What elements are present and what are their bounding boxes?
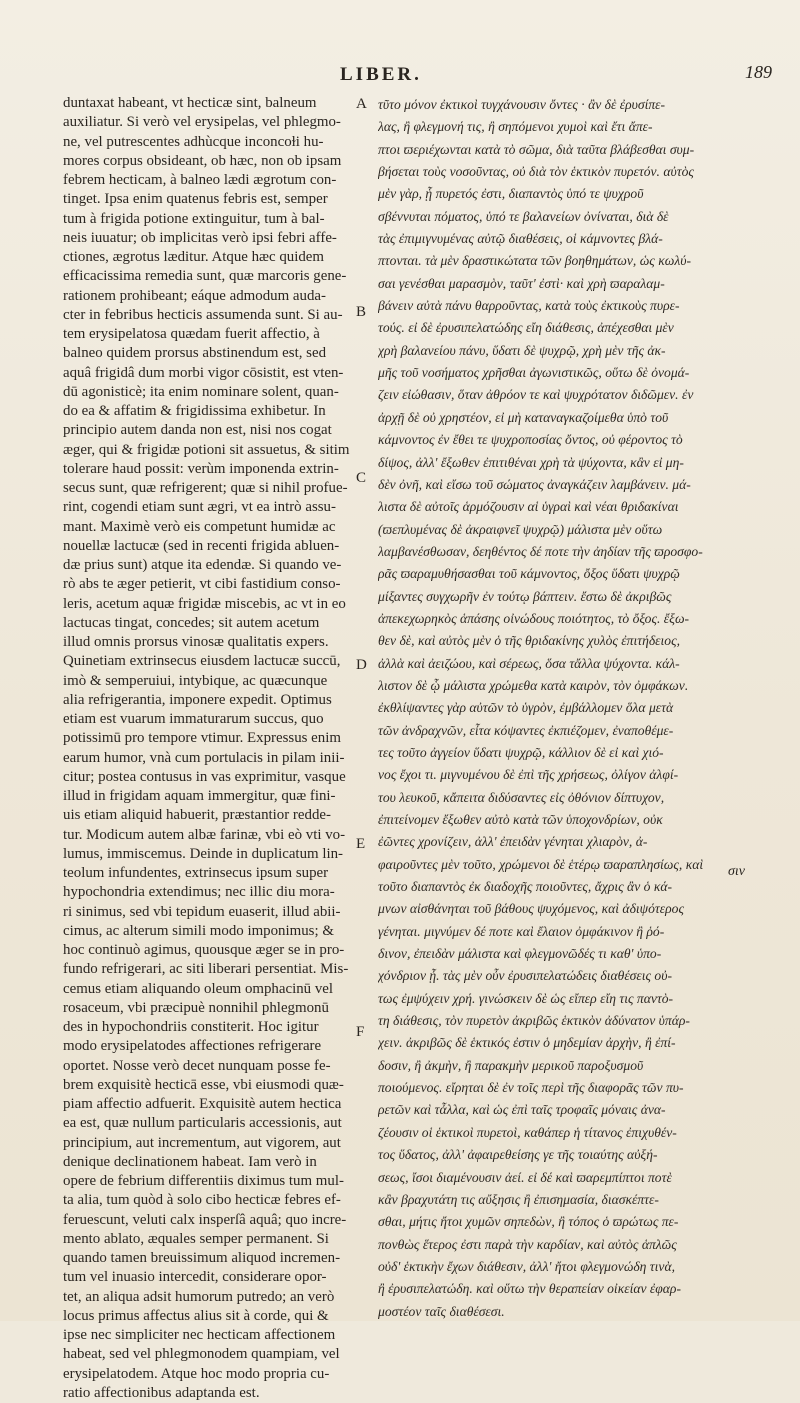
greek-text-line: λιστον δὲ ᾧ μάλιστα χρώμεθα κατὰ καιρὸν, τὸν ὀμφάκων.	[378, 677, 689, 693]
greek-text-line: λας, ἢ φλεγμονή τις, ἢ σηπόμενοι χυμοὶ καὶ ἔτι ἄπε-	[378, 119, 653, 135]
latin-text-line: secus sunt, quæ refrigerent; quæ si nihil profue-	[63, 480, 348, 496]
latin-text-line: rò abs te æger petierit, vt cibi fastidium conso-	[63, 576, 341, 593]
greek-text-line: μοστέον ταῖς διαθέσεσι.	[378, 1303, 505, 1319]
latin-column	[63, 94, 365, 1403]
page-header	[0, 62, 800, 92]
greek-text-line: λαμβανέσθωσαν, δεηθέντος δέ ποτε τὴν ἀηδίαν τῆς ϖροσφο-	[378, 543, 703, 559]
greek-text-line: χόνδριον ᾖ. τὰς μὲν οὖν ἐρυσιπελατώδεις διαθέσεις οὐ-	[378, 968, 672, 984]
latin-text-line: ne, vel putrescentes adhùcque inconcoɫi hu-	[63, 133, 324, 150]
latin-text-line: mores corpus obsideant, ob hæc, non ob ipsam	[63, 152, 342, 169]
greek-text-line: βάνειν αὐτὰ πάνυ θαρροῦντας, κατὰ τοὺς ἐκτικοὺς πυρε-	[378, 298, 680, 314]
margin-letter-e: E	[356, 836, 366, 852]
latin-text-line: earum humor, vnà cum portulacis in pilam inii-	[63, 749, 345, 766]
latin-text-line: alia refrigerantia, imponere expedit. Optimus	[63, 691, 332, 708]
greek-text-line: τος ὕδατος, ἀλλ' ἀφαιρεθείσης γε τῆς τοιαύτης αὐξή-	[378, 1147, 658, 1163]
page-number: 189	[745, 62, 772, 82]
greek-text-line: μῆς τοῦ νοσήματος χρῆσθαι ἀγωνιστικῶς, οὕτω δὲ ὀνομά-	[378, 365, 690, 381]
latin-text-line: dæ prius sunt) atque ita edendæ. Si quando ve-	[63, 557, 342, 573]
latin-text-line: principium, aut incrementum, aut vigorem, aut	[63, 1134, 341, 1151]
margin-letter-c: C	[356, 470, 367, 486]
latin-text-line: imò & semperuiui, intybique, ac quæcunque	[63, 672, 328, 689]
greek-text-line: ἐῶντες χρονίζειν, ἀλλ' ἐπειδὰν γένηται χλιαρὸν, ἀ-	[378, 834, 648, 850]
greek-text-line: χειν. ἀκριβῶς δὲ ἑκτικός ἐστιν ὁ μηδεμίαν ἀρχὴν, ἢ ἐπί-	[378, 1035, 676, 1051]
latin-text-line: cter in febribus hecticis assumenda sunt. Si au-	[63, 306, 343, 323]
latin-text-line: leris, acetum aquæ frigidæ miscebis, ac vt in eo	[63, 595, 346, 612]
greek-text-line: μίξαντες συγχωρῆν ἐν τούτῳ βάπτειν. ἔστω δὲ ἀκριβῶς	[378, 588, 672, 604]
latin-text-line: febrem hecticam, à balneo lædi ægrotum con-	[63, 172, 337, 188]
greek-text-line: πονθὼς ἕτερος ἐστι παρὰ τὴν καρδίαν, καὶ αὐτὸς ἁπλῶς	[378, 1236, 677, 1252]
greek-text-line: ἀρχῇ δὲ οὐ χρηστέον, εἰ μὴ καταναγκαζοίμεθα ὑπὸ τοῦ	[378, 409, 669, 425]
latin-text-line: citur; postea contusus in vas exprimitur, vasque	[63, 768, 346, 785]
running-title: LIBER.	[340, 64, 422, 85]
latin-text-line: ratio affectionibus adaptanda est.	[63, 1384, 260, 1401]
greek-text-line: δίψος, ἀλλ' ἔξωθεν ἐπιτιθέναι χρὴ τὰ ψύχοντα, κἂν εἰ μη-	[378, 454, 684, 470]
latin-text-line: erysipelatodem. Atque hoc modo propria cu-	[63, 1365, 330, 1382]
greek-text-line: ἢ ἐρυσιπελατώδη. καὶ οὕτω τὴν θεραπείαν οἰκείαν ἐφαρ-	[378, 1281, 681, 1297]
greek-text-line: τῶν ἀνδραχνῶν, εἶτα κόψαντες ἐκπιέζομεν, ἐναποθέμε-	[378, 722, 674, 738]
greek-text-line: θεν δὲ, καὶ αὐτὸς μὲν ὁ τῆς θριδακίνης χυλὸς ἐπιτήδειος,	[378, 633, 681, 649]
greek-text-line: χρὴ βαλανείου πάνυ, ὕδατι δὲ ψυχρῷ, χρὴ μὲν τῆς ἀκ-	[378, 342, 666, 358]
latin-text-line: tem erysipelatosa quædam fuerit affectio, à	[63, 326, 320, 342]
greek-text-line: σαι γενέσθαι μαρασμὸν, ταῦτ' ἐστὶ· καὶ χρὴ ϖαραλαμ-	[378, 275, 665, 291]
greek-text-line: ἀπεκεχωρηκὸς ἁπάσης οἰνώδους ποιότητος, τὸ ὄξος. ἔξω-	[378, 610, 690, 626]
latin-text-line: tum vel inuasio intercedit, considerare opor-	[63, 1269, 327, 1286]
greek-text-line: κάμνοντος ἐν ἔθει τε ψυχροποσίας ὄντος, οὐ φέροντος τὸ	[378, 432, 683, 448]
latin-text-line: æger, qui & frigidæ potioni sit assuetus, & sitim	[63, 441, 350, 458]
greek-text-line: γένηται. μιγνύμεν δέ ποτε καὶ ἔλαιον ὀμφάκινον ἢ ῥό-	[378, 923, 665, 939]
latin-text-line: mento ablato, æquales semper permanent. Si	[63, 1230, 329, 1247]
latin-text-line: do ea & affatim & frigidissima exhibetur. In	[63, 403, 326, 419]
latin-text-line: tolerare haud possit: verùm imponenda extrin-	[63, 460, 339, 477]
latin-text-line: rint, cogendi etiam sunt ægri, vt ea intrò assu-	[63, 499, 336, 516]
latin-text-line: ipse nec simpliciter nec hecticam affectionem	[63, 1327, 336, 1343]
greek-text-line: τη διάθεσις, τὸν πυρετὸν ἀκριβῶς ἑκτικὸν ἀδύνατον ὑπάρ-	[378, 1013, 690, 1029]
latin-text-line: cemus etiam aliquando oleum omphacinū vel	[63, 980, 334, 997]
greek-text-line: τως ἐμψύχειν χρή. γινώσκειν δὲ ὡς εἴπερ εἴη τις παντὸ-	[378, 990, 674, 1006]
greek-text-line: (ϖεπλυμένας δὲ ἀκραιφνεῖ ψυχρῷ) μάλιστα μὲν οὕτω	[378, 521, 663, 537]
greek-text-line: σεως, ἴσοι διαμένουσιν ἀεί. εἰ δέ καὶ ϖαρεμπίπτοι ποτὲ	[378, 1169, 672, 1185]
greek-text-line: νος ἔχοι τι. μιγνυμένου δὲ ἐπὶ τῆς χρήσεως, ὀλίγον ἀλφί-	[378, 767, 679, 783]
latin-text-line: ta alia, tum quòd à solo cibo hecticæ febres ef-	[63, 1192, 341, 1209]
latin-text-line: feruescunt, veluti calx insperſâ aquâ; quo incre-	[63, 1211, 347, 1228]
latin-text-line: teolum infundentes, extrinsecus ipsum super	[63, 865, 329, 881]
latin-text-line: quando tamen breuissimum aliquod incremen-	[63, 1250, 341, 1266]
greek-text-line: τες τοῦτο ἀγγείον ὕδατι ψυχρῷ, κάλλιον δὲ εἰ καὶ χιό-	[378, 744, 664, 760]
latin-text-line: auxiliatur. Si verò vel erysipelas, vel phlegmo-	[63, 114, 341, 131]
latin-text-line: fundo refrigerari, ac siti liberari persentiat. Mis-	[63, 961, 349, 978]
greek-text-line: δὲν ὀνῆ, καὶ εἴσω τοῦ σώματος ἀναγκάζειν λαμβάνειν. μά-	[378, 476, 691, 492]
latin-text-line: aquâ frigidâ dum morbi vigor cōsistit, est vten-	[63, 364, 344, 381]
latin-text-line: nouellæ lactucæ (sed in recenti frigida abluen-	[63, 537, 340, 554]
margin-letter-d: D	[356, 657, 367, 673]
greek-text-line: τοῦτο διαπαντὸς ἐκ διαδοχῆς ποιοῦντες, ἄχρις ἂν ὁ κά-	[378, 879, 673, 895]
greek-text-line: σβέννυται πόματος, ὑπό τε βαλανείων ὀνίναται, διὰ δὲ	[378, 208, 669, 224]
greek-text-line: φαιροῦντες μὲν τοῦτο, χρώμενοι δὲ ἑτέρῳ ϖαραπλησίως, καὶ	[378, 856, 704, 872]
greek-text-line: δοσιν, ἢ ἀκμὴν, ἢ παρακμὴν μερικοῦ παροξυσμοῦ	[378, 1057, 644, 1073]
latin-text-line: uis etiam aliquid habuerit, præstantior redde-	[63, 807, 331, 824]
greek-text-line: ζέουσιν οἱ ἑκτικοὶ πυρετοὶ, καθάπερ ἡ τίτανος ἐπιχυθέν-	[378, 1124, 677, 1140]
greek-text-line: λιστα δὲ αὐτοῖς ἁρμόζουσιν αἱ ὑγραὶ καὶ νέαι θριδακίναι	[378, 499, 679, 515]
greek-text-line: μνων αἰσθάνηται τοῦ βάθους ψυχόμενος, καὶ ἀδιψότερος	[378, 901, 684, 917]
greek-text-line: ἐκθλίψαντες γὰρ αὐτῶν τὸ ὑγρὸν, ἐμβάλλομεν ὅλα μετὰ	[378, 700, 674, 716]
greek-text-line: σθαι, μήτις ἤτοι χυμῶν σηπεδὼν, ἢ τόπος ὁ ϖρώτως πε-	[378, 1214, 679, 1230]
latin-text-line: tum à frigida potione extinguitur, tum à bal-	[63, 210, 325, 227]
latin-text-line: tet, an aliqua adsit humorum putredo; an verò	[63, 1288, 335, 1305]
greek-text-line: ρᾶς ϖαραμυθήσασθαι τοῦ κάμνοντος, ὄξος ὕδατι ψυχρῷ	[378, 566, 680, 582]
latin-text-line: rationem prohibeant; eáque admodum auda-	[63, 287, 326, 304]
latin-text-line: illud omnis prorsus vinosæ qualitatis expers.	[63, 634, 329, 650]
greek-text-line: τὰς ἐπιμιγνυμένας αὐτῷ διαθέσεις, οἱ κάμνοντες βλά-	[378, 231, 663, 247]
latin-text-line: balneo quidem prorsus abstinendum est, sed	[63, 345, 327, 362]
margin-letter-f: F	[356, 1024, 365, 1040]
greek-text-line: ἐπιτείνομεν ἔξωθεν αὐτὸ κατὰ τῶν ὑποχονδρίων, οὐκ	[378, 812, 663, 827]
greek-text-line: κἂν βραχυτάτη τις αὔξησις ἢ ἐπισημασία, διασκέπτε-	[378, 1191, 659, 1207]
latin-text-line: hypochondria extendimus; nec illic diu mora-	[63, 884, 335, 901]
latin-text-line: rosaceum, vbi præcipuè nonnihil phlegmonū	[63, 999, 329, 1016]
latin-text-line: denique declinationem habeat. Iam verò in	[63, 1153, 317, 1170]
latin-text-line: habeat, sed vel phlegmonodem quampiam, vel	[63, 1346, 340, 1363]
latin-text-line: principio autem danda non est, nisi nos cogat	[63, 422, 332, 439]
latin-text-line: ri sinimus, sed vbi tepidum euaserit, illud abii-	[63, 903, 341, 920]
latin-text-line: lactucas tingat, concedes; sit autem acetum	[63, 614, 320, 631]
greek-text-line: τῦτο μόνον ἐκτικοὶ τυγχάνουσιν ὄντες · ἂν δὲ ἐρυσίπε-	[378, 97, 666, 112]
latin-text-line: etiam est vuarum immaturarum succus, quo	[63, 711, 324, 727]
latin-text-line: illud in frigidam aquam immergitur, quæ fini-	[63, 788, 336, 804]
latin-text-line: lumus, immiscemus. Deinde in duplicatum lin-	[63, 845, 343, 862]
latin-text-line: efficacissima remedia sunt, quæ marcoris gene-	[63, 268, 347, 285]
latin-text-line: dū agonisticè; ita enim nominare solent, quan-	[63, 383, 339, 400]
greek-text-line: βήσεται τοὺς νοσοῦντας, οὐ διὰ τὸν ἑκτικὸν πυρετόν. αὐτὸς	[378, 164, 694, 180]
greek-text-line: πτοι ϖεριέχωνται κατὰ τὸ σῶμα, διὰ ταῦτα βλάβεσθαι συμ-	[378, 141, 695, 157]
greek-text-line: του λευκοῦ, κἄπειτα διδύσαντες εἰς ὀθόνιον δίπτυχον,	[378, 789, 665, 805]
greek-text-line: ζειν εἰώθασιν, ὅταν ἀθρόον τε καὶ ψυχρότατον διδῶμεν. ἐν	[378, 387, 694, 403]
latin-text-line: modo erysipelatodes affectiones refrigerare	[63, 1038, 322, 1055]
greek-column	[378, 94, 758, 1323]
greek-text-line: δινον, ἐπειδὰν μάλιστα καὶ φλεγμονῶδές τι καθ' ὑπο-	[378, 946, 662, 962]
greek-text-line: τούς. εἰ δὲ ἐρυσιπελατώδης εἴη διάθεσις, ἀπέχεσθαι μὲν	[378, 320, 674, 336]
latin-text-line: piam affectio adfuerit. Exquisitè autem hectica	[63, 1096, 342, 1112]
latin-text-line: cimus, ac alterum simili modo imponimus; &	[63, 922, 334, 939]
latin-text-line: duntaxat habeant, vt hecticæ sint, balneum	[63, 95, 317, 111]
greek-text-line: πτονται. τὰ μὲν δραστικώτατα τῶν βοηθημάτων, ὡς κωλύ-	[378, 253, 691, 269]
latin-text-line: tinget. Ipsa enim quatenus febris est, semper	[63, 191, 328, 208]
latin-text-line: des in hypochondriis constiterit. Hoc igitur	[63, 1019, 319, 1035]
latin-text-line: hoc continuò agimus, quousque æger se in pro-	[63, 942, 345, 958]
greek-text-line: οὐδ' ἑκτικὴν ἔχων διάθεσιν, ἀλλ' ἤτοι φλεγμονώδη τινὰ,	[378, 1258, 675, 1274]
latin-text-line: neis iuuatur; ob implicitas verò ipsi febri affe-	[63, 229, 337, 246]
latin-text-line: ctiones, ægrotus læditur. Atque hæc quidem	[63, 249, 324, 265]
margin-letter-a: A	[356, 96, 367, 112]
margin-letter-b: B	[356, 304, 367, 320]
latin-text-line: brem exquisitè hecticā esse, vbi eiusmodi quæ-	[63, 1076, 344, 1093]
latin-text-line: ea est, quæ nullum particularis accessionis, aut	[63, 1115, 342, 1132]
latin-text-line: Quinetiam extrinsecus eiusdem lactucæ succū,	[63, 653, 341, 670]
greek-text-line: ποιούμενος. εἴρηται δὲ ἐν τοῖς περὶ τῆς διαφορᾶς τῶν πυ-	[378, 1080, 684, 1096]
greek-text-line: ἀλλὰ καὶ ἀειζώου, καὶ σέρεως, ὅσα τἄλλα ψύχοντα. κάλ-	[378, 655, 680, 671]
marginal-note: σιν	[728, 864, 746, 879]
latin-text-line: oportet. Nosse verò decet nunquam posse fe-	[63, 1057, 331, 1074]
latin-text-line: mant. Maximè verò eis competunt humidæ ac	[63, 518, 336, 535]
greek-text-line: ρετῶν καὶ τἆλλα, καὶ ὡς ἐπὶ ταῖς τροφαῖς μόναις ἀνα-	[378, 1102, 666, 1118]
latin-text-line: potissimū pro tempore vtimur. Expressus enim	[63, 730, 341, 747]
latin-text-line: opere de febrium differentiis diximus tum mul-	[63, 1173, 344, 1189]
latin-text-line: locus primus affectus alius sit à corde, qui &	[63, 1307, 329, 1324]
greek-text-line: μὲν γὰρ, ᾗ πυρετός ἐστι, διαπαντὸς ὑπό τε ψυχροῦ	[378, 186, 644, 202]
latin-text-line: tur. Modicum autem albæ farinæ, vbi eò vti vo-	[63, 826, 346, 843]
